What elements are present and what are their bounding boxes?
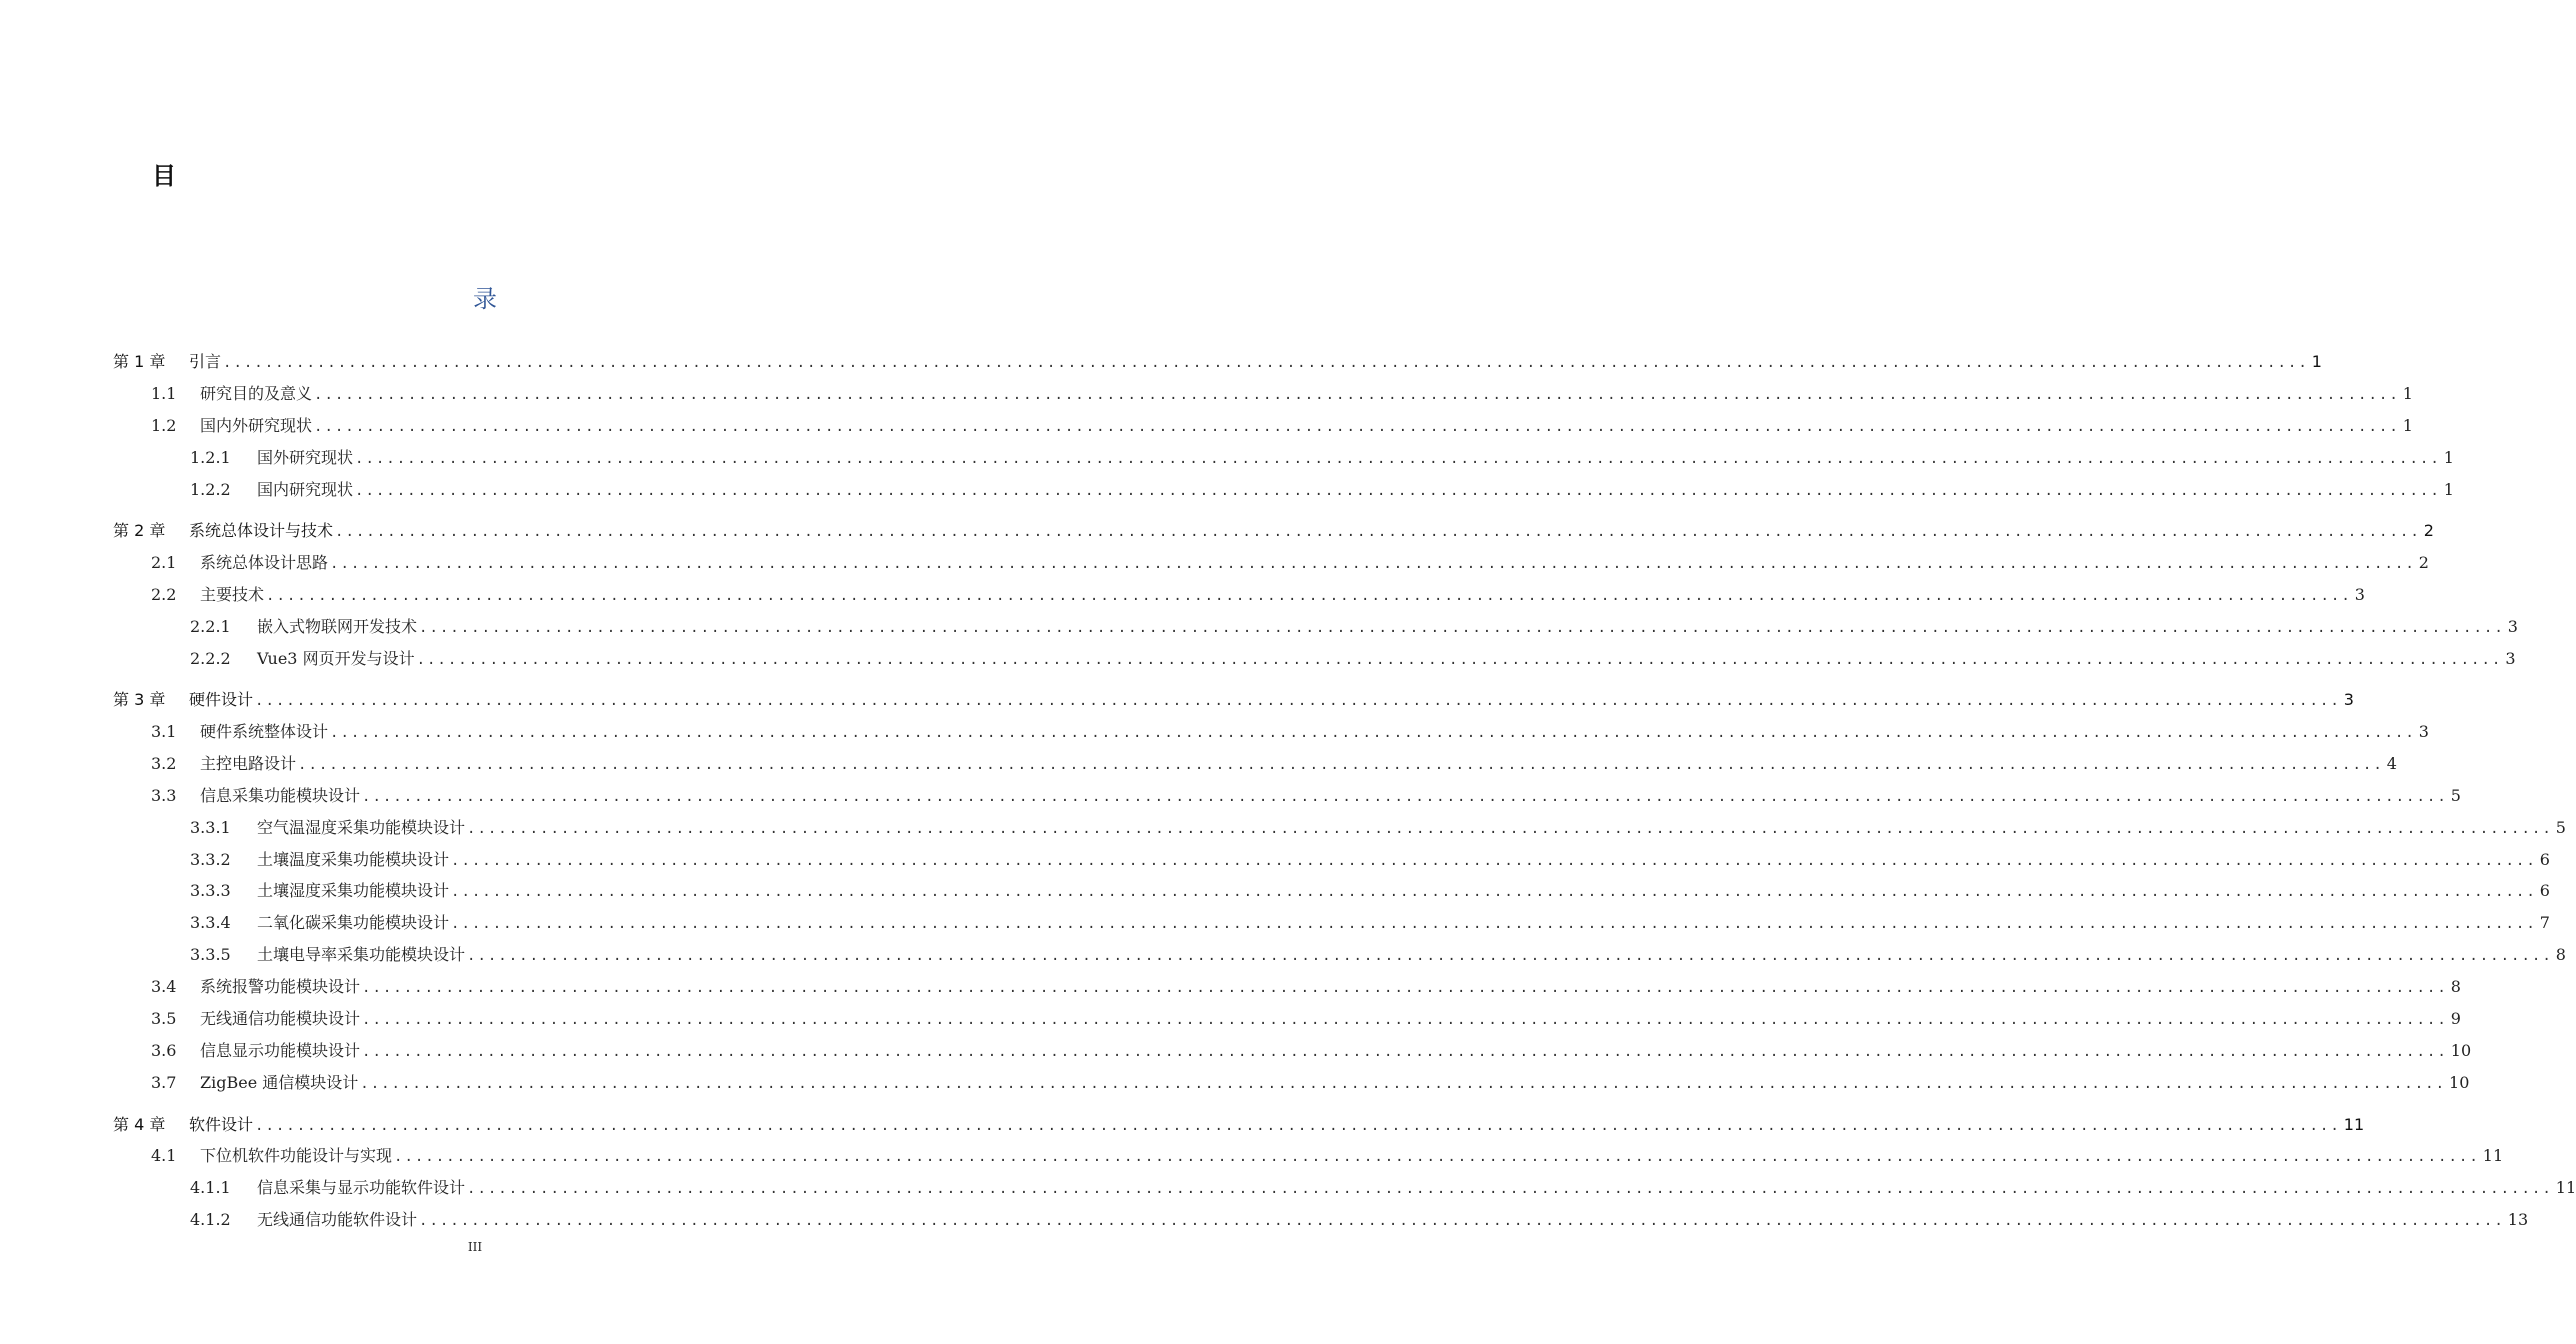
toc-dot-leader: ........................................................................................................................................................................................................ <box>419 1213 2505 1229</box>
toc-entry-number: 3.3.5 <box>190 945 231 964</box>
toc-dot-leader: ........................................................................................................................................................................................................ <box>335 524 2421 540</box>
toc-entry-title: ZigBee 通信模块设计 <box>200 1073 359 1092</box>
toc-entry-title: 嵌入式物联网开发技术 <box>257 617 418 636</box>
toc-dot-leader: ........................................................................................................................................................................................................ <box>314 419 2400 435</box>
toc-entry[interactable] <box>190 447 2454 469</box>
toc-title-mu: 目 <box>152 162 176 190</box>
toc-dot-leader: ........................................................................................................................................................................................................ <box>330 725 2416 741</box>
toc-entry[interactable] <box>190 479 2454 501</box>
toc-entry-title: 土壤湿度采集功能模块设计 <box>257 881 450 900</box>
toc-dot-leader: ........................................................................................................................................................................................................ <box>362 789 2448 805</box>
toc-dot-leader: ........................................................................................................................................................................................................ <box>451 916 2537 932</box>
toc-dot-leader: ........................................................................................................................................................................................................ <box>451 884 2537 900</box>
toc-entry-page: 4 <box>2386 754 2397 773</box>
toc-entry-title: 信息显示功能模块设计 <box>200 1041 361 1060</box>
toc-entry-page: 2 <box>2423 521 2434 540</box>
toc-dot-leader: ........................................................................................................................................................................................................ <box>451 853 2537 869</box>
toc-dot-leader: ........................................................................................................................................................................................................ <box>360 1076 2447 1092</box>
toc-entry[interactable] <box>151 1008 2461 1030</box>
toc-entry-title: 无线通信功能软件设计 <box>257 1210 418 1229</box>
toc-entry-number: 第 3 章 <box>113 690 166 709</box>
toc-entry-title: 下位机软件功能设计与实现 <box>200 1146 393 1165</box>
toc-entry-page: 8 <box>2555 945 2566 964</box>
toc-entry-page: 3 <box>2343 690 2354 709</box>
toc-entry-number: 3.4 <box>151 977 177 996</box>
toc-entry-title: 国外研究现状 <box>257 448 354 467</box>
toc-entry-title: 研究目的及意义 <box>200 384 313 403</box>
toc-entry-page: 6 <box>2539 850 2550 869</box>
toc-entry[interactable] <box>151 584 2365 606</box>
toc-entry[interactable] <box>151 415 2413 437</box>
toc-entry-page: 8 <box>2450 977 2461 996</box>
toc-entry-number: 3.7 <box>151 1073 177 1092</box>
toc-entry-page: 3 <box>2507 617 2518 636</box>
toc-entry-title: 主要技术 <box>200 585 265 604</box>
toc-dot-leader: ........................................................................................................................................................................................................ <box>362 980 2448 996</box>
toc-dot-leader: ........................................................................................................................................................................................................ <box>355 483 2441 499</box>
toc-entry-number: 1.2 <box>151 416 177 435</box>
toc-dot-leader: ........................................................................................................................................................................................................ <box>467 948 2553 964</box>
toc-dot-leader: ........................................................................................................................................................................................................ <box>419 620 2505 636</box>
toc-entry-page: 3 <box>2354 585 2365 604</box>
toc-entry-page: 1 <box>2443 448 2454 467</box>
toc-entry-number: 3.5 <box>151 1009 177 1028</box>
toc-dot-leader: ........................................................................................................................................................................................................ <box>330 556 2416 572</box>
toc-entry-number: 3.3.1 <box>190 818 231 837</box>
toc-entry-title: Vue3 网页开发与设计 <box>257 649 415 668</box>
toc-entry[interactable] <box>190 912 2550 934</box>
toc-entry-page: 3 <box>2505 649 2516 668</box>
toc-dot-leader: ........................................................................................................................................................................................................ <box>467 821 2553 837</box>
toc-entry[interactable] <box>190 1177 2576 1199</box>
toc-entry-page: 5 <box>2555 818 2566 837</box>
toc-entry-title: 硬件设计 <box>189 690 254 709</box>
toc-entry-number: 3.3 <box>151 786 177 805</box>
toc-dot-leader: ........................................................................................................................................................................................................ <box>362 1012 2448 1028</box>
toc-entry-page: 11 <box>2555 1178 2576 1197</box>
toc-entry-number: 3.6 <box>151 1041 177 1060</box>
toc-entry-page: 1 <box>2402 416 2413 435</box>
toc-entry-page: 1 <box>2311 352 2322 371</box>
toc-entry-title: 二氧化碳采集功能模块设计 <box>257 913 450 932</box>
toc-dot-leader: ........................................................................................................................................................................................................ <box>266 588 2352 604</box>
toc-entry-title: 无线通信功能模块设计 <box>200 1009 361 1028</box>
toc-dot-leader: ........................................................................................................................................................................................................ <box>255 1118 2341 1134</box>
toc-entry-number: 3.1 <box>151 722 177 741</box>
toc-entry-number: 1.2.2 <box>190 480 231 499</box>
toc-entry-number: 第 2 章 <box>113 521 166 540</box>
toc-dot-leader: ........................................................................................................................................................................................................ <box>416 652 2503 668</box>
toc-entry[interactable] <box>190 944 2566 966</box>
toc-entry-number: 1.1 <box>151 384 177 403</box>
toc-entry[interactable] <box>151 785 2461 807</box>
toc-entry[interactable] <box>151 1145 2504 1167</box>
toc-entry[interactable] <box>190 1209 2529 1231</box>
toc-entry-page: 2 <box>2418 553 2429 572</box>
toc-entry[interactable] <box>190 849 2550 871</box>
toc-entry-page: 7 <box>2539 913 2550 932</box>
toc-dot-leader: ........................................................................................................................................................................................................ <box>298 757 2384 773</box>
toc-entry-page: 10 <box>2449 1073 2470 1092</box>
toc-entry[interactable] <box>151 1072 2470 1094</box>
toc-entry-number: 2.2 <box>151 585 177 604</box>
toc-entry[interactable] <box>190 817 2566 839</box>
toc-entry[interactable] <box>151 976 2461 998</box>
toc-entry-title: 国内研究现状 <box>257 480 354 499</box>
toc-entry-number: 1.2.1 <box>190 448 231 467</box>
toc-entry-number: 4.1 <box>151 1146 177 1165</box>
toc-dot-leader: ........................................................................................................................................................................................................ <box>467 1181 2553 1197</box>
toc-dot-leader: ........................................................................................................................................................................................................ <box>223 355 2309 371</box>
toc-entry[interactable] <box>151 753 2397 775</box>
toc-entry-number: 3.3.3 <box>190 881 231 900</box>
toc-entry-page: 1 <box>2402 384 2413 403</box>
toc-entry-title: 土壤电导率采集功能模块设计 <box>257 945 466 964</box>
toc-entry-number: 3.3.2 <box>190 850 231 869</box>
toc-entry-number: 4.1.1 <box>190 1178 231 1197</box>
toc-entry[interactable] <box>113 1114 2365 1136</box>
toc-entry[interactable] <box>113 520 2434 542</box>
toc-dot-leader: ........................................................................................................................................................................................................ <box>314 387 2400 403</box>
toc-entry[interactable] <box>151 552 2429 574</box>
toc-entry-title: 空气温湿度采集功能模块设计 <box>257 818 466 837</box>
toc-entry-number: 2.2.2 <box>190 649 231 668</box>
toc-entry-page: 13 <box>2507 1210 2529 1229</box>
toc-entry-title: 信息采集与显示功能软件设计 <box>257 1178 466 1197</box>
toc-entry-number: 2.1 <box>151 553 177 572</box>
toc-dot-leader: ........................................................................................................................................................................................................ <box>362 1044 2448 1060</box>
toc-entry-page: 5 <box>2450 786 2461 805</box>
toc-entry-title: 主控电路设计 <box>200 754 297 773</box>
toc-entry-page: 6 <box>2539 881 2550 900</box>
toc-entry-page: 10 <box>2450 1041 2472 1060</box>
toc-entry[interactable] <box>151 721 2429 743</box>
toc-dot-leader: ........................................................................................................................................................................................................ <box>355 451 2441 467</box>
toc-entry-title: 系统总体设计与技术 <box>189 521 334 540</box>
toc-entry-title: 系统报警功能模块设计 <box>200 977 361 996</box>
toc-title-lu: 录 <box>473 285 497 313</box>
toc-entry-page: 1 <box>2443 480 2454 499</box>
toc-entry-page: 11 <box>2482 1146 2504 1165</box>
toc-entry[interactable] <box>151 383 2413 405</box>
toc-entry-page: 11 <box>2343 1115 2365 1134</box>
toc-entry-page: 3 <box>2418 722 2429 741</box>
toc-entry-title: 硬件系统整体设计 <box>200 722 329 741</box>
toc-entry-number: 第 1 章 <box>113 352 166 371</box>
toc-dot-leader: ........................................................................................................................................................................................................ <box>394 1149 2480 1165</box>
page-number-footer: III <box>467 1240 483 1254</box>
toc-entry-page: 9 <box>2450 1009 2461 1028</box>
toc-entry[interactable] <box>190 880 2550 902</box>
toc-entry-title: 引言 <box>189 352 222 371</box>
toc-entry[interactable] <box>113 689 2354 711</box>
toc-entry[interactable] <box>151 1040 2472 1062</box>
toc-entry[interactable] <box>113 351 2322 373</box>
toc-entry-number: 4.1.2 <box>190 1210 231 1229</box>
toc-entry-number: 第 4 章 <box>113 1115 166 1134</box>
toc-entry-title: 系统总体设计思路 <box>200 553 329 572</box>
toc-entry-number: 2.2.1 <box>190 617 231 636</box>
toc-dot-leader: ........................................................................................................................................................................................................ <box>255 693 2341 709</box>
toc-entry-title: 软件设计 <box>189 1115 254 1134</box>
toc-entry-title: 信息采集功能模块设计 <box>200 786 361 805</box>
toc-entry-title: 国内外研究现状 <box>200 416 313 435</box>
toc-entry-number: 3.2 <box>151 754 177 773</box>
toc-entry-title: 土壤温度采集功能模块设计 <box>257 850 450 869</box>
toc-entry[interactable] <box>190 616 2518 638</box>
toc-entry[interactable] <box>190 648 2516 670</box>
toc-entry-number: 3.3.4 <box>190 913 231 932</box>
